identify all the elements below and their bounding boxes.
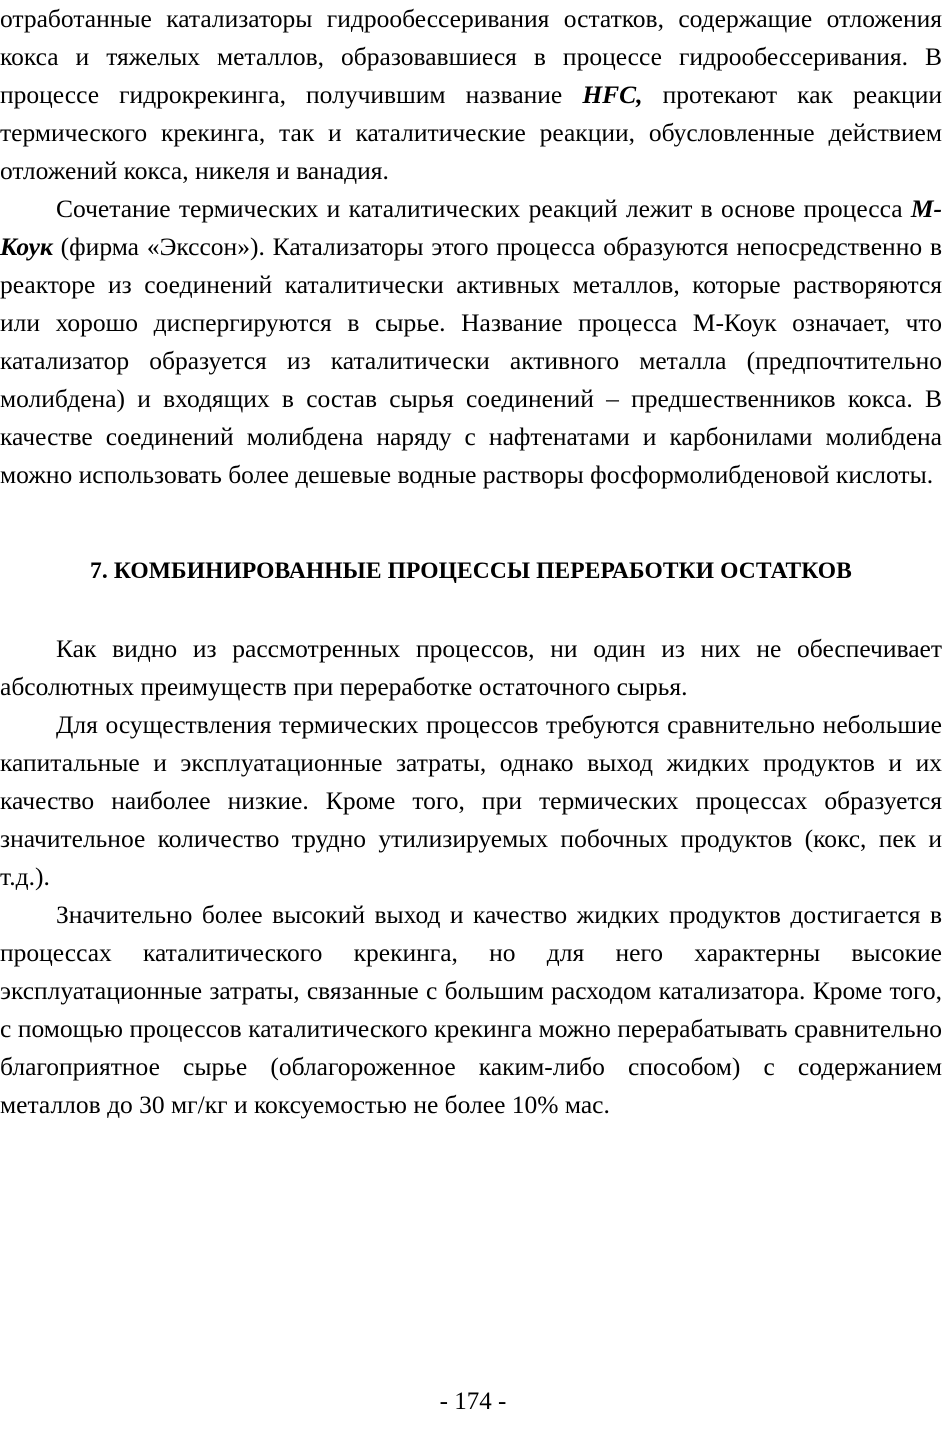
text-run: (фирма «Экссон»). Катализаторы этого процесса образуются непосредственно в реакторе из соединений каталитически активных металлов, которые растворяются или хорошо диспергируются в сырье. Название процесса М-Коук означает, что катализатор образуется из каталитически активного металла (предпочтительно молибдена) и входящих в состав сырья соединений – предшественников кокса. В качестве соединений молибдена наряду с нафтенатами и карбонилами молибдена можно использовать более дешевые водные растворы фосформолибденовой кислоты. xyxy=(0,232,942,489)
text-run: отработанные катализаторы гидрообессеривания остатков, содержащие отложения кокса и тяжелых металлов, образовавшиеся в процессе гидрообессеривания. В процессе гидрокрекинга, получившим название xyxy=(0,4,942,109)
spacer xyxy=(0,590,942,630)
paragraph-advantages xyxy=(0,630,942,706)
paragraph-continued xyxy=(0,0,942,190)
text-run-emphasis: М-Коук xyxy=(0,194,942,261)
page-number: - 174 - xyxy=(439,1388,507,1415)
text-run-emphasis: HFC, xyxy=(582,80,643,109)
section-heading: 7. КОМБИНИРОВАННЫЕ ПРОЦЕССЫ ПЕРЕРАБОТКИ ОСТАТКОВ xyxy=(90,558,852,584)
paragraph-m-coke xyxy=(0,190,942,494)
text-run: протекают как реакции термического крекинга, так и каталитические реакции, обусловленные действием отложений кокса, никеля и ванадия. xyxy=(0,80,942,185)
spacer xyxy=(0,494,942,552)
text-run: Сочетание термических и каталитических реакций лежит в основе процесса xyxy=(56,194,911,223)
text-run: Значительно более высокий выход и качество жидких продуктов достигается в процессах каталитического крекинга, но для него характерны высокие эксплуатационные затраты, связанные с большим расходом катализатора. Кроме того, с помощью процессов каталитического крекинга можно перерабатывать сравнительно благоприятное сырье (облагороженное каким-либо способом) с содержанием металлов до 30 мг/кг и коксуемостью не более 10% мас. xyxy=(0,900,942,1119)
paragraph-catalytic-cracking xyxy=(0,896,942,1124)
paragraph-thermal-processes xyxy=(0,706,942,896)
text-run: Как видно из рассмотренных процессов, ни один из них не обеспечивает абсолютных преимуществ при переработке остаточного сырья. xyxy=(0,634,942,701)
text-run: Для осуществления термических процессов требуются сравнительно небольшие капитальные и эксплуатационные затраты, однако выход жидких продуктов и их качество наиболее низкие. Кроме того, при термических процессах образуется значительное количество трудно утилизируемых побочных продуктов (кокс, пек и т.д.). xyxy=(0,710,942,891)
